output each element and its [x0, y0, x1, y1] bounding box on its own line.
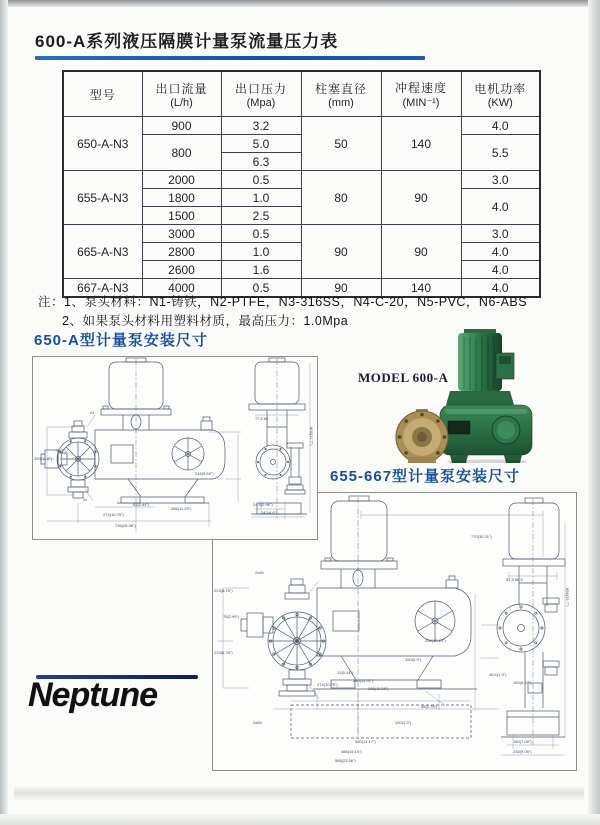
dim-label: 736(28.98"): [115, 523, 136, 528]
table-cell: 900: [142, 117, 221, 135]
table-cell: 2800: [142, 243, 221, 261]
dim-label: 75(2.95"): [223, 614, 240, 619]
note-line-1: 注：1、泵头材料：N1-铸铁，N2-PTFE，N3-316SS，N4-C-20，N5-PVC，N6-ABS: [38, 295, 528, 309]
neptune-logo: [28, 652, 203, 716]
table-cell: 4.0: [461, 117, 540, 135]
dim-label: 12(0.44"): [337, 670, 354, 675]
table-cell: 0.5: [221, 171, 301, 189]
dim-label: 856(33.7"): [565, 588, 570, 607]
table-header: 电机功率 (KW): [461, 71, 540, 117]
dim-label: 57.5 68.5: [506, 577, 523, 582]
dim-label: 274(10.79"): [103, 512, 124, 517]
dim-label: 45(1.78"): [421, 704, 438, 709]
side-view: [497, 498, 565, 755]
dim-label: 76(3"): [55, 448, 66, 453]
dim-label: 300(11.8"): [34, 456, 53, 461]
dim-label: 62(2.44"): [133, 502, 150, 507]
dim-label: 2x65: [253, 720, 262, 725]
table-row: [63, 171, 540, 189]
table-cell: 6.3: [221, 153, 301, 171]
table-cell: 5.5: [461, 135, 540, 171]
dim-label: 2x65: [255, 570, 264, 575]
dim-label: 48.5(1.9"): [489, 672, 507, 677]
installation-drawing-650a: [32, 356, 318, 540]
table-cell: 80: [301, 171, 381, 225]
table-cell: 800: [142, 135, 221, 171]
page-title: 600-A系列液压隔膜计量泵流量压力表: [35, 32, 339, 51]
table-cell-model: 665-A-N3: [63, 225, 142, 279]
table-cell: 0.5: [221, 225, 301, 243]
table-cell: 3.0: [461, 225, 540, 243]
dim-label: 245(9.65"): [195, 471, 214, 476]
table-cell-model: 650-A-N3: [63, 117, 142, 171]
table-cell: 90: [301, 279, 381, 298]
table-cell: 4.0: [461, 261, 540, 279]
table-cell: 4000: [142, 279, 221, 298]
table-cell: 140: [381, 279, 461, 298]
table-cell-model: 655-A-N3: [63, 171, 142, 225]
section-heading-650a: 650-A型计量泵安装尺寸: [34, 332, 208, 349]
table-cell: 1500: [142, 207, 221, 225]
table-header: 出口流量 (L/h): [142, 71, 221, 117]
scan-shadow-band: [14, 786, 584, 800]
motor: [446, 329, 514, 405]
scan-edge-right: [588, 0, 600, 825]
table-cell: 1.0: [221, 243, 301, 261]
dim-label: 180(7.08"): [513, 739, 532, 744]
table-row: [63, 117, 540, 135]
table-header: 型号: [63, 71, 142, 117]
dim-label: 286(11.26"): [171, 506, 192, 511]
dim-label: 223(8.78"): [214, 650, 233, 655]
dim-label: 274(10.79"): [317, 682, 338, 687]
note-line-2: 2、如果泵头材料用塑料材质，最高压力：1.0Mpa: [62, 314, 349, 328]
table-cell: 90: [381, 225, 461, 279]
pump-photo: [392, 329, 540, 463]
dim-label: 250(10.24"): [425, 638, 446, 643]
table-cell: 4.0: [461, 189, 540, 225]
table-cell: 90: [381, 171, 461, 225]
table-header: 冲程速度 (MIN⁻¹): [381, 71, 461, 117]
dim-label: 100(3.9"): [395, 720, 412, 725]
dim-label: 806(31.7"): [309, 427, 314, 446]
dim-label: 360(14.17"): [355, 739, 376, 744]
table-cell: 4.0: [461, 243, 540, 261]
side-view: [249, 358, 310, 519]
table-cell: 1.6: [221, 261, 301, 279]
table-header-row: [63, 71, 540, 117]
table-cell: 3.0: [461, 171, 540, 189]
table-cell: 0.5: [221, 279, 301, 298]
table-cell: 2.5: [221, 207, 301, 225]
table-cell: 90: [301, 225, 381, 279]
dim-label: 280(11.02"): [353, 678, 374, 683]
dim-label: 77.5 65: [255, 416, 269, 421]
dim-label: 2x: [90, 410, 95, 415]
model-label: MODEL 600-A: [358, 370, 449, 385]
dim-label: 223(8.78"): [214, 588, 233, 593]
dim-label: 486(19.14"): [341, 749, 362, 754]
table-cell: 140: [381, 117, 461, 171]
dim-label: 24.5(0.96"): [253, 502, 273, 507]
table-cell: 2600: [142, 261, 221, 279]
table-cell: 5.0: [221, 135, 301, 153]
table-header: 柱塞直径 (mm): [301, 71, 381, 117]
table-cell: 50: [301, 117, 381, 171]
dim-label: 230(9.05"): [513, 749, 532, 754]
table-cell: 2000: [142, 171, 221, 189]
section-heading-655-667: 655-667型计量泵安装尺寸: [330, 468, 521, 485]
dim-label: 285(11.26"): [368, 686, 389, 691]
table-cell: 4.0: [461, 279, 540, 298]
dim-label: 142(4.6"): [261, 510, 278, 515]
scan-edge-bottom: [0, 814, 600, 825]
dim-label: 770(30.31"): [471, 534, 492, 539]
scan-edge-left: [0, 0, 8, 825]
spec-table: [62, 70, 541, 298]
dim-label: 2x: [83, 497, 88, 502]
table-cell-model: 667-A-N3: [63, 279, 142, 298]
dim-label: 586(23.06"): [335, 758, 356, 763]
table-cell: 3000: [142, 225, 221, 243]
table-cell: 3.2: [221, 117, 301, 135]
table-row: [63, 225, 540, 243]
dim-label: 162(6.37"): [513, 680, 532, 685]
table-cell: 1800: [142, 189, 221, 207]
scan-edge-top: [0, 0, 600, 7]
table-header: 出口压力 (Mpa): [221, 71, 301, 117]
brand-name: Neptune: [28, 676, 157, 714]
table-cell: 1.0: [221, 189, 301, 207]
dim-label: 150(5.9"): [405, 657, 422, 662]
title-underline: [35, 56, 425, 60]
